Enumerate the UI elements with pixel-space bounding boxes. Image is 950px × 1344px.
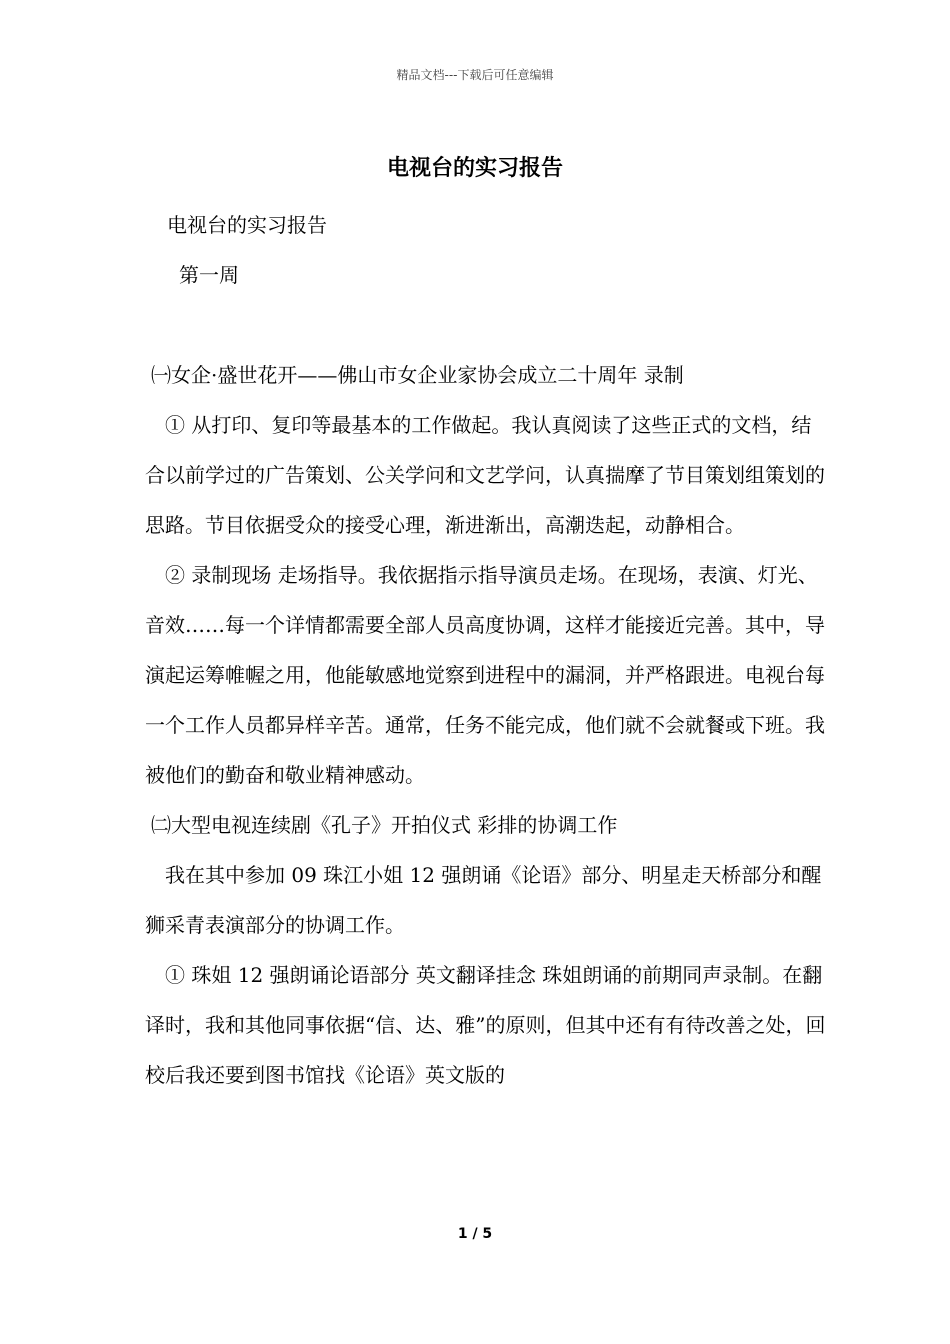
paragraph-item-3: ① 珠姐 12 强朗诵论语部分 英文翻译挂念 珠姐朗诵的前期同声录制。在翻译时，我和其他同事依据“信、达、雅”的原则，但其中还有有待改善之处，回校后我还要到图书馆找《论语》英文版的 — [145, 963, 826, 1087]
paragraph-intro: 我在其中参加 09 珠江小姐 12 强朗诵《论语》部分、明星走天桥部分和醒狮采青表演部分的协调工作。 — [145, 863, 822, 937]
week-heading: 第一周 — [179, 263, 239, 287]
document-body — [145, 200, 830, 1100]
section-heading-1: ㈠女企·盛世花开——佛山市女企业家协会成立二十周年 录制 — [151, 363, 684, 387]
document-subtitle: 电视台的实习报告 — [167, 213, 327, 237]
paragraph-item-2: ② 录制现场 走场指导。我依据指示指导演员走场。在现场，表演、灯光、音效……每一个详情都需要全部人员高度协调，这样才能接近完善。其中，导演起运筹帷幄之用，他能敏感地觉察到进程中的漏洞，并严格跟进。电视台每一个工作人员都异样辛苦。通常，任务不能完成，他们就不会就餐或下班。我被他们的勤奋和敬业精神感动。 — [145, 563, 825, 787]
paragraph-item-1: ① 从打印、复印等最基本的工作做起。我认真阅读了这些正式的文档，结合以前学过的广告策划、公关学问和文艺学问，认真揣摩了节目策划组策划的思路。节目依据受众的接受心理，渐进渐出，高潮迭起，动静相合。 — [145, 413, 825, 537]
page-number: 1 / 5 — [457, 1226, 493, 1242]
page-header-note: 精品文档---下载后可任意编辑 — [396, 68, 554, 82]
document-title: 电视台的实习报告 — [386, 155, 563, 181]
section-heading-2: ㈡大型电视连续剧《孔子》开拍仪式 彩排的协调工作 — [151, 813, 618, 837]
